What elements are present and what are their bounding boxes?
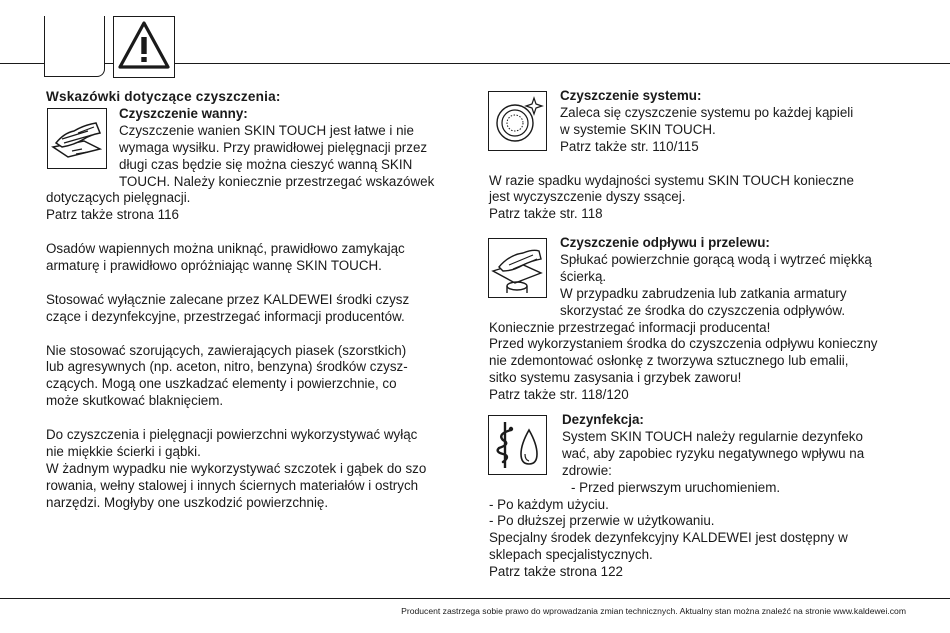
agents-line: Stosować wyłącznie zalecane przez KALDEWEI środki czysz — [46, 291, 410, 307]
limescale-line: Osadów wapiennych można uniknąć, prawidłowo zamykając — [46, 241, 405, 257]
abrasive-line: Nie stosować szorujących, zawierających piasek (szorstkich) — [46, 342, 407, 358]
drain-reference: Patrz także str. 118/120 — [489, 387, 629, 403]
warning-triangle-icon — [114, 17, 174, 77]
drain-block — [489, 235, 878, 404]
top-rule-left — [0, 63, 44, 64]
care-line: nie miękkie ścierki i gąbki. — [46, 443, 201, 459]
drain-line: ścierką. — [560, 268, 607, 284]
abrasive-line: lub agresywnych (np. aceton, nitro, benzyna) środków czysz- — [46, 359, 408, 375]
disinfection-item: - Po każdym użyciu. — [489, 496, 609, 512]
suction-line: W razie spadku wydajności systemu SKIN TOUCH konieczne — [489, 172, 854, 188]
warning-tab — [113, 16, 175, 78]
disinfection-line: wać, aby zapobiec ryzyku negatywnego wpływu na — [562, 445, 865, 461]
disinfection-reference: Patrz także strona 122 — [489, 564, 623, 580]
drain-note: Koniecznie przestrzegać informacji producenta! — [489, 319, 771, 335]
bath-reference: Patrz także strona 116 — [46, 207, 179, 223]
bath-line: długi czas będzie się można cieszyć wanną SKIN — [119, 156, 413, 172]
drain-line: skorzystać ze środka do czyszczenia odpływów. — [560, 302, 846, 318]
drain-note: Przed wykorzystaniem środka do czyszczenia odpływu konieczny — [489, 336, 878, 352]
abrasive-line: może skutkować blaknięciem. — [46, 393, 224, 409]
bath-line: TOUCH. Należy koniecznie przestrzegać wskazówek — [119, 173, 435, 189]
system-line: w systemie SKIN TOUCH. — [560, 121, 716, 137]
suction-reference: Patrz także str. 118 — [489, 206, 603, 222]
drain-line: Spłukać powierzchnie gorącą wodą i wytrzeć miękką — [560, 251, 872, 267]
drain-heading: Czyszczenie odpływu i przelewu: — [560, 235, 770, 250]
system-heading: Czyszczenie systemu: — [560, 88, 702, 103]
section-title: Wskazówki dotyczące czyszczenia: — [46, 89, 281, 104]
abrasive-line: czących. Mogą one uszkadzać elementy i powierzchnie, co — [46, 376, 397, 392]
footer-note: Producent zastrzega sobie prawo do wprowadzania zmian technicznych. Aktualny stan można znaleźć na stronie www.kaldewei.com — [401, 606, 906, 616]
top-rule-mid — [105, 63, 113, 64]
disinfection-line: System SKIN TOUCH należy regularnie dezynfeko — [562, 428, 863, 444]
disinfection-heading: Dezynfekcja: — [562, 412, 644, 427]
care-line: Do czyszczenia i pielęgnacji powierzchni wykorzystywać wyłąc — [46, 427, 418, 443]
top-rule-right — [175, 63, 950, 64]
drain-note: nie zdemontować osłonkę z tworzywa sztucznego lub emalii, — [489, 353, 849, 369]
bath-line: dotyczących pielęgnacji. — [46, 190, 191, 206]
care-line: narzędzi. Mogłyby one uszkodzić powierzchnię. — [46, 494, 329, 510]
agents-line: czące i dezynfekcyjne, przestrzegać informacji producentów. — [46, 308, 405, 324]
bath-line: wymaga wysiłku. Przy prawidłowej pielęgnacji przez — [119, 139, 428, 155]
disinfection-line: - Przed pierwszym uruchomieniem. — [571, 479, 781, 495]
bath-cleaning-heading: Czyszczenie wanny: — [119, 105, 248, 121]
system-reference: Patrz także str. 110/115 — [560, 138, 699, 154]
limescale-line: armaturę i prawidłowo opróżniając wannę SKIN TOUCH. — [46, 258, 382, 274]
disinfection-line: zdrowie: — [562, 462, 612, 478]
bath-line: Czyszczenie wanien SKIN TOUCH jest łatwe i nie — [119, 122, 414, 138]
drain-note: sitko systemu zasysania i grzybek zaworu! — [489, 370, 742, 386]
care-line: W żadnym wypadku nie wykorzystywać szczotek i gąbek do szo — [46, 460, 427, 476]
disinfection-note: sklepach specjalistycznych. — [489, 547, 653, 563]
left-column — [46, 89, 434, 512]
blank-tab — [44, 16, 105, 77]
drain-line: W przypadku zabrudzenia lub zatkania armatury — [560, 285, 847, 301]
care-line: rowania, wełny stalowej i innych ściernych materiałów i ostrych — [46, 477, 419, 493]
system-block — [489, 88, 854, 223]
disinfection-item: - Po dłuższej przerwie w użytkowaniu. — [489, 513, 715, 529]
disinfection-note: Specjalny środek dezynfekcyjny KALDEWEI jest dostępny w — [489, 530, 848, 546]
disinfection-block — [489, 412, 864, 581]
system-line: Zaleca się czyszczenie systemu po każdej kąpieli — [560, 104, 854, 120]
bottom-rule — [0, 598, 950, 599]
suction-line: jest wyczyszczenie dyszy ssącej. — [489, 189, 686, 205]
